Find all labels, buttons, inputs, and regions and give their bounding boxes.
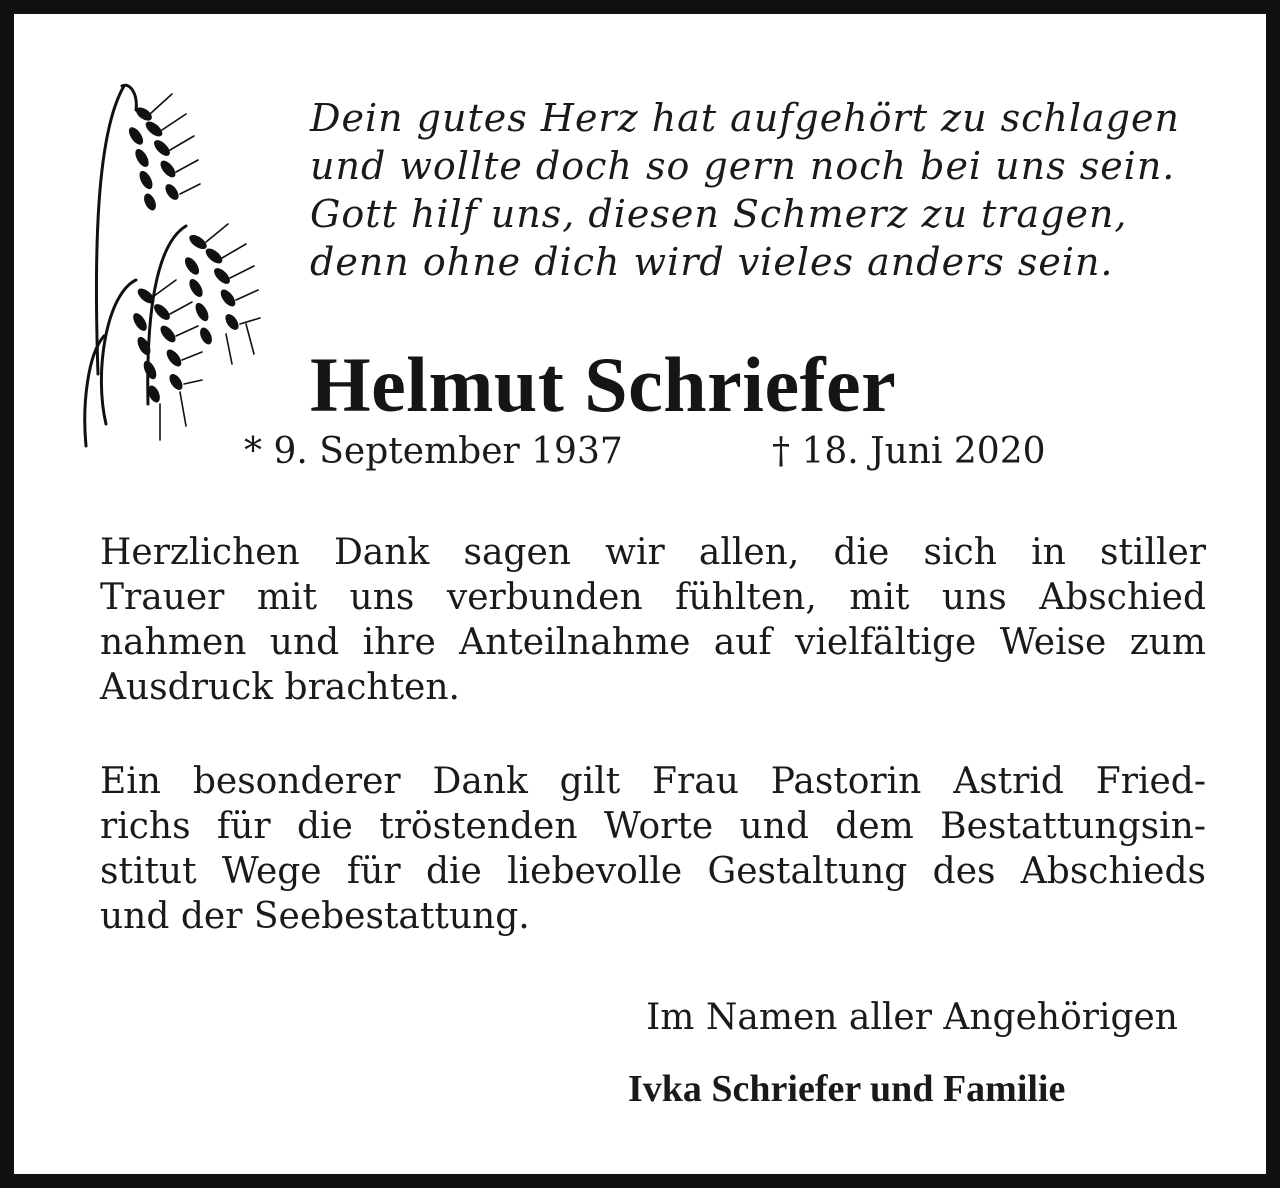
text-line: richs für die tröstenden Worte und dem Bestattungsin- [100,806,1206,847]
death-date: † 18. Juni 2020 [772,431,1046,472]
text-line: stitut Wege für die liebevolle Gestaltung des Abschieds [100,851,1206,892]
poem-line: denn ohne dich wird vieles anders sein. [310,240,1114,284]
deceased-name: Helmut Schriefer [310,341,897,428]
signature-intro: Im Namen aller Angehörigen [646,997,1178,1038]
poem-line: und wollte doch so gern noch bei uns sein. [310,144,1176,188]
signature-family: Ivka Schriefer und Familie [628,1068,1066,1110]
text-line: Herzlichen Dank sagen wir allen, die sich in stiller [100,532,1206,573]
text-line: Ein besonderer Dank gilt Frau Pastorin Astrid Fried- [100,761,1206,802]
poem-line: Dein gutes Herz hat aufgehört zu schlagen [310,96,1180,140]
thanks-paragraph-1 [100,530,1206,710]
text-line: nahmen und ihre Anteilnahme auf vielfältige Weise zum [100,622,1206,663]
birth-date: * 9. September 1937 [244,431,623,472]
wheat-ears-icon [76,74,266,454]
memorial-poem [310,94,1220,286]
thanks-paragraph-2 [100,759,1206,939]
text-line: Trauer mit uns verbunden fühlten, mit uns Abschied [100,577,1206,618]
poem-line: Gott hilf uns, diesen Schmerz zu tragen, [310,192,1128,236]
text-line: und der Seebestattung. [100,896,530,937]
text-line: Ausdruck brachten. [100,667,460,708]
